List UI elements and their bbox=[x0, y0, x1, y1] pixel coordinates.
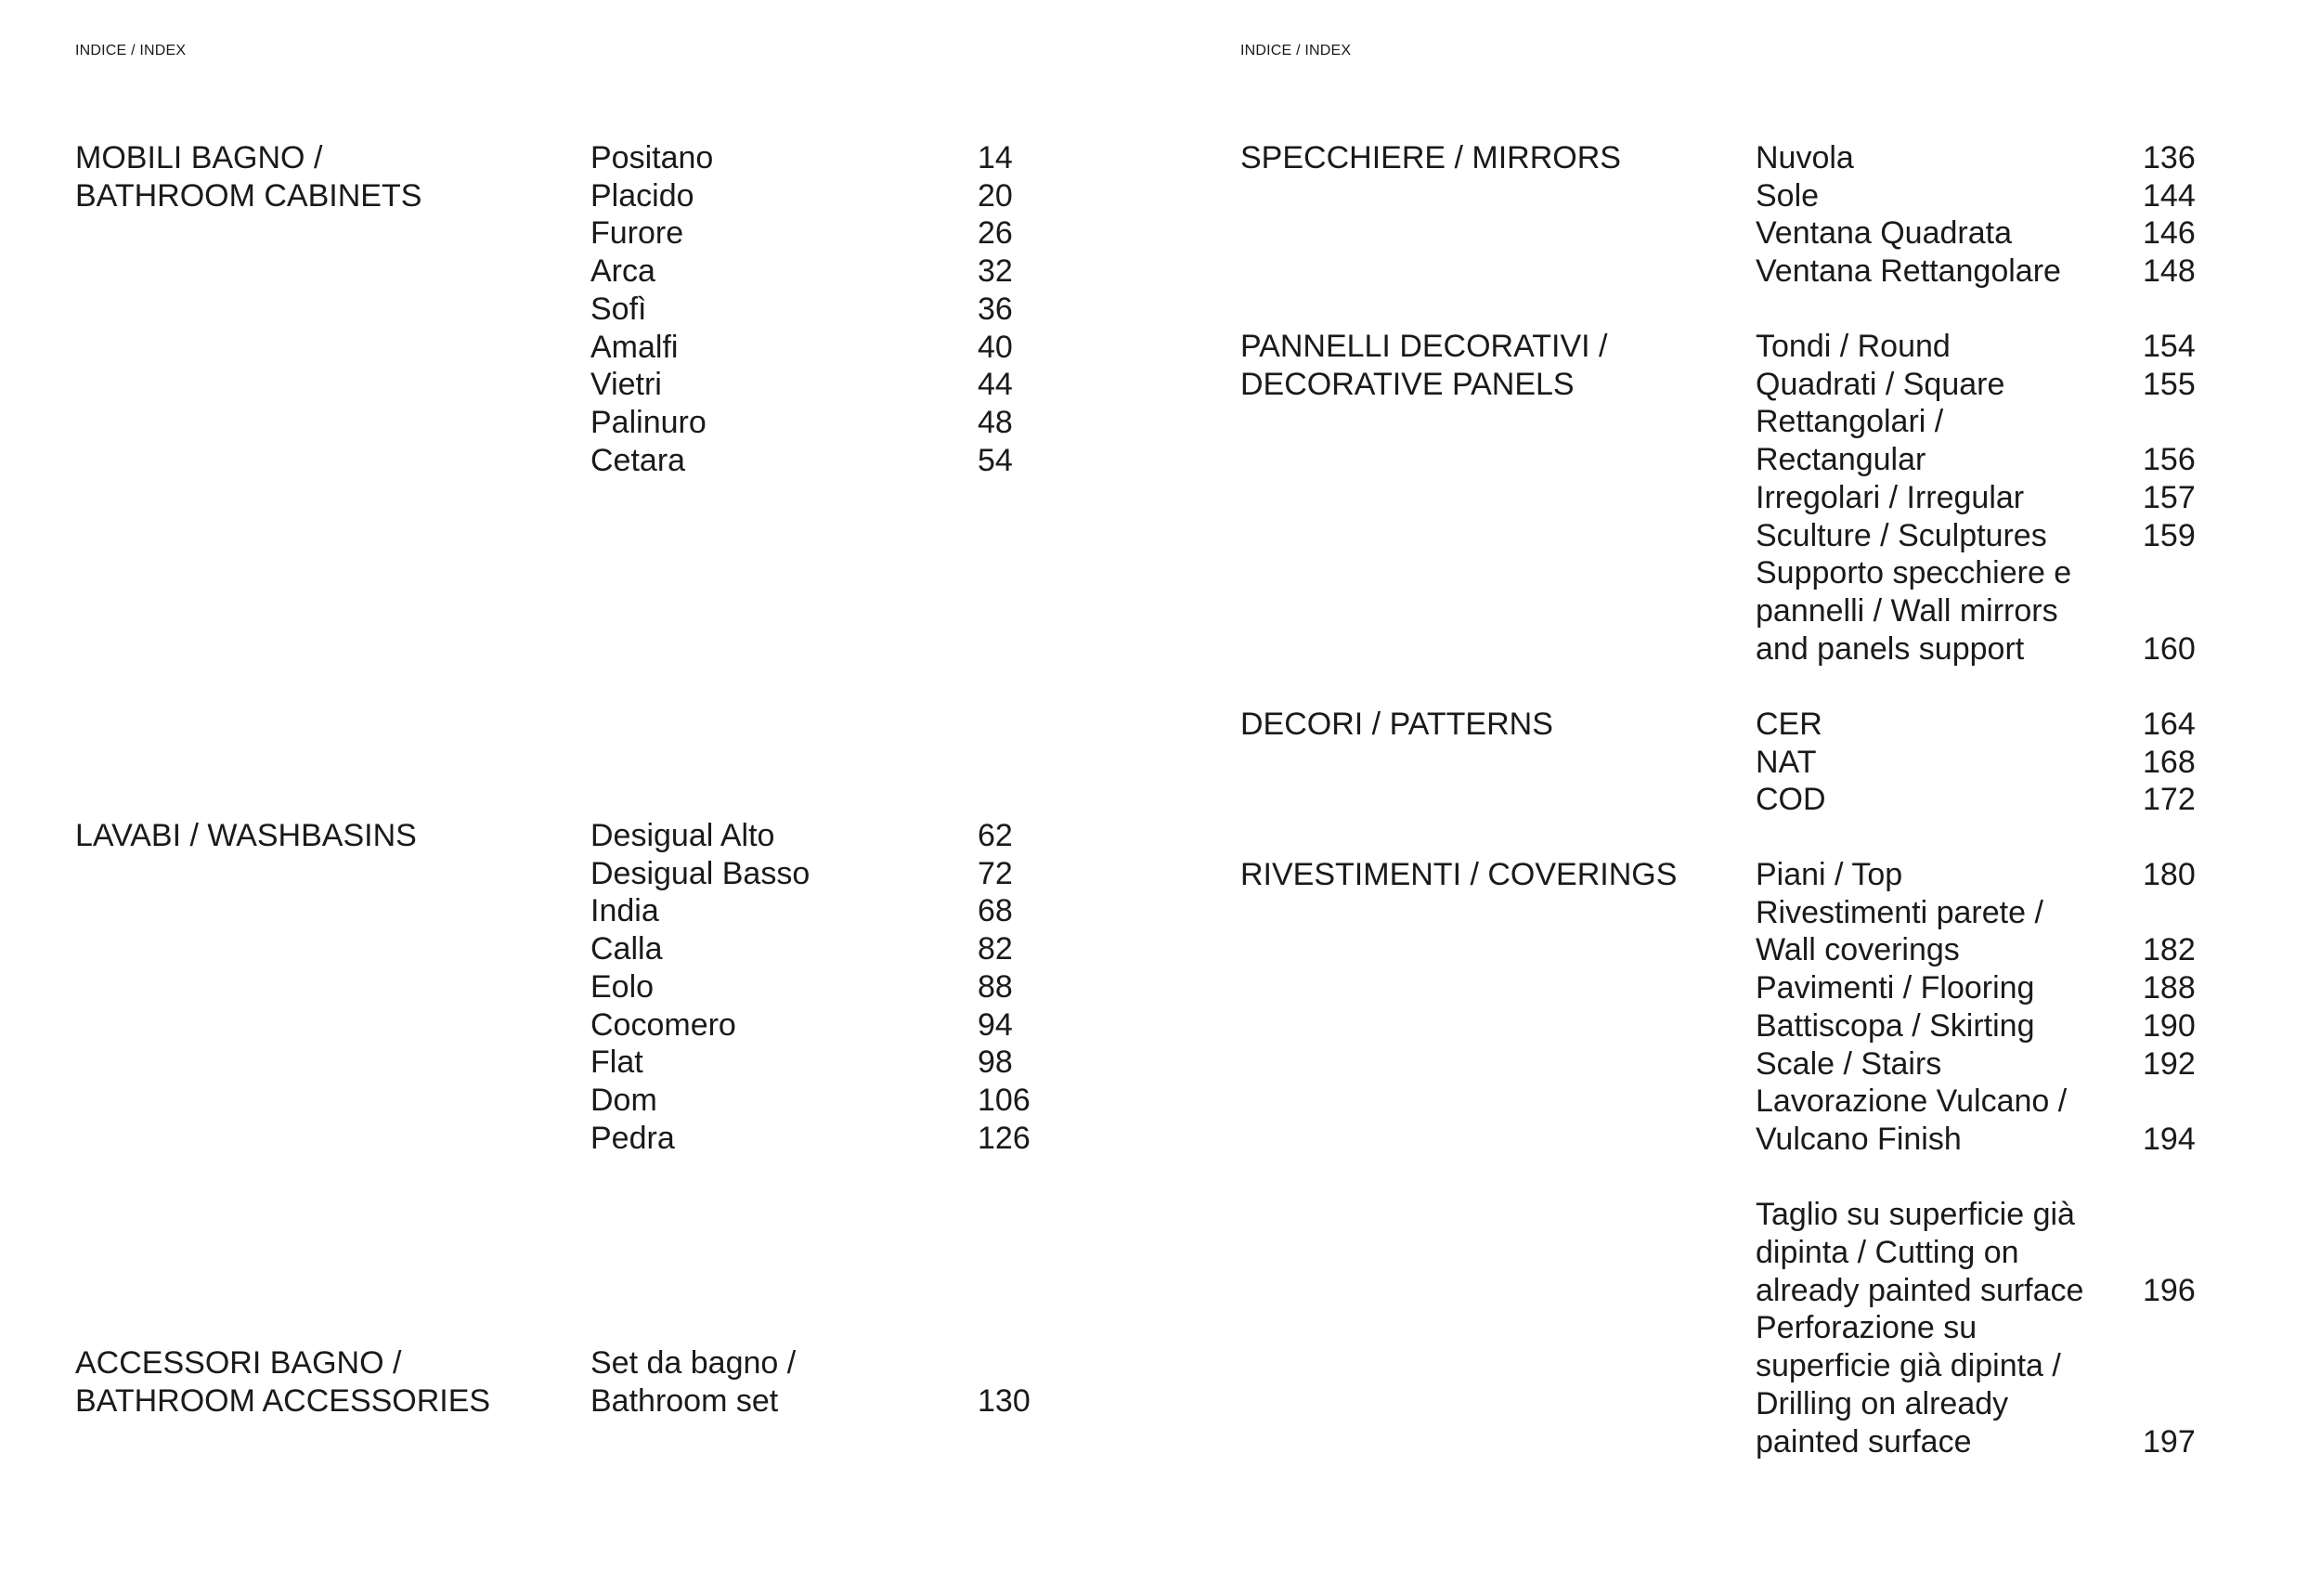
entry-name: Vietri bbox=[590, 367, 662, 403]
entry-list bbox=[1756, 706, 2220, 819]
index-entry[interactable] bbox=[1756, 328, 2220, 366]
entry-list bbox=[1756, 328, 2220, 668]
entry-name: Cetara bbox=[590, 442, 686, 478]
entry-name: Flat bbox=[590, 1045, 643, 1081]
entry-page-number: 192 bbox=[2143, 1045, 2196, 1082]
index-entry[interactable] bbox=[590, 253, 1110, 291]
left-page bbox=[0, 0, 1160, 1596]
index-entry[interactable] bbox=[1756, 1309, 2220, 1460]
index-entry[interactable] bbox=[1756, 139, 2220, 177]
entry-name: Ventana Rettangolare bbox=[1756, 253, 2061, 290]
index-entry[interactable] bbox=[1756, 403, 2220, 478]
index-entry[interactable] bbox=[1756, 1045, 2220, 1083]
entry-name: Sole bbox=[1756, 177, 1820, 214]
entry-name: Irregolari / Irregular bbox=[1756, 479, 2025, 515]
index-entry[interactable] bbox=[590, 404, 1110, 442]
entry-page-number: 98 bbox=[978, 1045, 1013, 1081]
index-entry[interactable] bbox=[590, 442, 1110, 480]
entry-name: Quadrati / Square bbox=[1756, 366, 2005, 402]
entry-page-number: 54 bbox=[978, 442, 1013, 478]
entry-page-number: 196 bbox=[2143, 1272, 2196, 1308]
entry-page-number: 20 bbox=[978, 177, 1013, 214]
index-entry[interactable] bbox=[1756, 1196, 2220, 1309]
page-header: INDICE / INDEX bbox=[1240, 43, 1352, 58]
index-entry[interactable] bbox=[590, 177, 1110, 215]
index-entry[interactable] bbox=[590, 1082, 1110, 1120]
index-entry[interactable] bbox=[590, 1006, 1110, 1045]
index-entry[interactable] bbox=[590, 1044, 1110, 1082]
entry-name: Battiscopa / Skirting bbox=[1756, 1007, 2035, 1044]
entry-name: India bbox=[590, 893, 659, 929]
entry-page-number: 14 bbox=[978, 140, 1013, 175]
entry-name: Pedra bbox=[590, 1120, 675, 1156]
entry-name: Placido bbox=[590, 177, 694, 214]
entry-name: Tondi / Round bbox=[1756, 329, 1951, 364]
entry-name: NAT bbox=[1756, 744, 1817, 780]
index-entry[interactable] bbox=[1756, 177, 2220, 215]
entry-name: Sculture / Sculptures bbox=[1756, 517, 2047, 553]
entry-name: Taglio su superficie già dipinta / Cutting on already painted surface bbox=[1756, 1197, 2084, 1308]
entry-page-number: 26 bbox=[978, 215, 1013, 252]
entry-page-number: 40 bbox=[978, 329, 1013, 365]
entry-page-number: 144 bbox=[2143, 177, 2196, 214]
entry-name: Palinuro bbox=[590, 404, 707, 440]
entry-name: Perforazione su superficie già dipinta / Drilling on already painted surface bbox=[1756, 1310, 2061, 1460]
index-entry[interactable] bbox=[1756, 479, 2220, 517]
entry-page-number: 32 bbox=[978, 253, 1013, 290]
entry-name: Set da bagno / Bathroom set bbox=[590, 1345, 797, 1419]
entry-page-number: 182 bbox=[2143, 932, 2196, 968]
index-entry[interactable] bbox=[1756, 517, 2220, 555]
entry-page-number: 180 bbox=[2143, 857, 2196, 892]
entry-name: Furore bbox=[590, 215, 684, 252]
index-entry[interactable] bbox=[590, 892, 1110, 930]
entry-list bbox=[1756, 139, 2220, 291]
entry-page-number: 88 bbox=[978, 968, 1013, 1005]
entry-page-number: 160 bbox=[2143, 630, 2196, 667]
entry-name: Lavorazione Vulcano / Vulcano Finish bbox=[1756, 1083, 2068, 1157]
entry-page-number: 62 bbox=[978, 818, 1013, 853]
entry-list bbox=[590, 817, 1110, 1157]
index-entry[interactable] bbox=[590, 930, 1110, 968]
entry-page-number: 68 bbox=[978, 893, 1013, 929]
section-title: SPECCHIERE / MIRRORS bbox=[1240, 140, 1621, 175]
entry-name: CER bbox=[1756, 707, 1822, 742]
entry-page-number: 148 bbox=[2143, 253, 2196, 290]
entry-page-number: 48 bbox=[978, 404, 1013, 440]
entry-name: Positano bbox=[590, 140, 714, 175]
entry-name: Desigual Alto bbox=[590, 818, 775, 853]
section-title: RIVESTIMENTI / COVERINGS bbox=[1240, 857, 1678, 892]
entry-page-number: 82 bbox=[978, 931, 1013, 967]
entry-name: Amalfi bbox=[590, 329, 679, 365]
section-title: DECORI / PATTERNS bbox=[1240, 707, 1553, 742]
index-entry[interactable] bbox=[1756, 744, 2220, 782]
entry-page-number: 197 bbox=[2143, 1423, 2196, 1460]
entry-name: Rettangolari / Rectangular bbox=[1756, 404, 1944, 478]
entry-name: Dom bbox=[590, 1082, 657, 1118]
entry-page-number: 168 bbox=[2143, 744, 2196, 780]
index-entry[interactable] bbox=[1756, 1083, 2220, 1158]
index-entry[interactable] bbox=[590, 1344, 1110, 1420]
entry-page-number: 194 bbox=[2143, 1121, 2196, 1157]
entry-page-number: 172 bbox=[2143, 782, 2196, 818]
entry-page-number: 130 bbox=[978, 1382, 1031, 1419]
index-entry[interactable] bbox=[1756, 969, 2220, 1007]
entry-page-number: 136 bbox=[2143, 140, 2196, 175]
index-entry[interactable] bbox=[1756, 1007, 2220, 1045]
index-entry[interactable] bbox=[590, 139, 1110, 177]
entry-name: COD bbox=[1756, 782, 1826, 818]
section-title: ACCESSORI BAGNO / BATHROOM ACCESSORIES bbox=[75, 1345, 491, 1419]
index-entry[interactable] bbox=[1756, 214, 2220, 253]
entry-name: Rivestimenti parete / Wall coverings bbox=[1756, 894, 2043, 968]
index-entry[interactable] bbox=[590, 968, 1110, 1006]
index-entry[interactable] bbox=[1756, 366, 2220, 404]
entry-name: Desigual Basso bbox=[590, 855, 810, 891]
entry-list bbox=[590, 1344, 1110, 1420]
entry-name: Scale / Stairs bbox=[1756, 1045, 1942, 1082]
entry-page-number: 106 bbox=[978, 1082, 1031, 1118]
entry-name: Nuvola bbox=[1756, 140, 1854, 175]
index-entry[interactable] bbox=[1756, 253, 2220, 291]
entry-name: Pavimenti / Flooring bbox=[1756, 970, 2035, 1006]
entry-page-number: 44 bbox=[978, 367, 1013, 403]
index-entry[interactable] bbox=[590, 1120, 1110, 1158]
page-header: INDICE / INDEX bbox=[75, 43, 187, 58]
index-entry[interactable] bbox=[590, 366, 1110, 404]
entry-page-number: 36 bbox=[978, 291, 1013, 327]
entry-name: Calla bbox=[590, 931, 663, 967]
entry-page-number: 157 bbox=[2143, 479, 2196, 515]
section-title: LAVABI / WASHBASINS bbox=[75, 818, 417, 853]
entry-page-number: 155 bbox=[2143, 366, 2196, 402]
index-entry[interactable] bbox=[590, 817, 1110, 855]
entry-name: Supporto specchiere e pannelli / Wall mirrors and panels support bbox=[1756, 555, 2072, 667]
index-entry[interactable] bbox=[590, 214, 1110, 253]
entry-page-number: 154 bbox=[2143, 329, 2196, 364]
index-entry[interactable] bbox=[1756, 894, 2220, 969]
section-title: PANNELLI DECORATIVI / DECORATIVE PANELS bbox=[1240, 329, 1608, 402]
entry-name: Eolo bbox=[590, 968, 655, 1005]
index-entry[interactable] bbox=[1756, 856, 2220, 894]
index-entry[interactable] bbox=[590, 291, 1110, 329]
index-entry[interactable] bbox=[1756, 554, 2220, 668]
entry-name: Sofì bbox=[590, 291, 647, 327]
entry-page-number: 188 bbox=[2143, 970, 2196, 1006]
index-entry[interactable] bbox=[1756, 781, 2220, 819]
index-entry[interactable] bbox=[590, 329, 1110, 367]
entry-page-number: 164 bbox=[2143, 707, 2196, 742]
entry-name: Arca bbox=[590, 253, 655, 290]
entry-name: Cocomero bbox=[590, 1006, 736, 1043]
index-entry[interactable] bbox=[590, 855, 1110, 893]
entry-name: Piani / Top bbox=[1756, 857, 1903, 892]
right-page bbox=[1160, 0, 2321, 1596]
entry-page-number: 72 bbox=[978, 855, 1013, 891]
section-title: MOBILI BAGNO / BATHROOM CABINETS bbox=[75, 140, 422, 214]
entry-page-number: 94 bbox=[978, 1006, 1013, 1043]
entry-list bbox=[590, 139, 1110, 479]
entry-name: Ventana Quadrata bbox=[1756, 215, 2013, 252]
entry-page-number: 159 bbox=[2143, 517, 2196, 553]
entry-page-number: 126 bbox=[978, 1120, 1031, 1156]
entry-page-number: 190 bbox=[2143, 1007, 2196, 1044]
entry-page-number: 156 bbox=[2143, 442, 2196, 478]
entry-list bbox=[1756, 856, 2220, 1460]
entry-page-number: 146 bbox=[2143, 215, 2196, 252]
index-entry[interactable] bbox=[1756, 706, 2220, 744]
